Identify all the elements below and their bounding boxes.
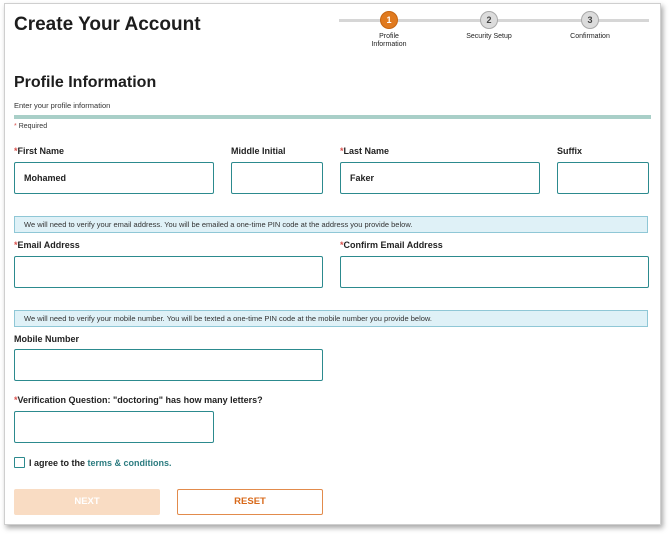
required-star: * — [14, 146, 18, 156]
mobile-verification-notice: We will need to verify your mobile number. You will be texted a one-time PIN code at the mobile number you provide below. — [14, 310, 648, 327]
confirm-email-label — [340, 240, 443, 250]
required-star: * — [14, 240, 18, 250]
terms-agreement — [29, 458, 172, 468]
confirm-email-field[interactable] — [340, 256, 649, 288]
page-title: Create Your Account — [14, 14, 201, 35]
step-1-label-line2: Information — [371, 41, 407, 48]
reset-button[interactable]: RESET — [177, 489, 323, 515]
email-label — [14, 240, 80, 250]
first-name-label-text: First Name — [17, 146, 65, 156]
last-name-label-text: Last Name — [343, 146, 390, 156]
middle-initial-label: Middle Initial — [231, 146, 286, 156]
mobile-field[interactable] — [14, 349, 323, 381]
verification-label-text: Verification Question: "doctoring" has how many letters? — [17, 395, 263, 405]
verification-label — [14, 395, 263, 405]
first-name-field[interactable] — [14, 162, 214, 194]
step-2-indicator: 2 — [480, 11, 498, 29]
section-divider — [14, 115, 651, 119]
required-note — [14, 123, 47, 130]
terms-agreement-text: I agree to the — [29, 458, 88, 468]
verification-answer-field[interactable] — [14, 411, 214, 443]
account-form-window — [4, 3, 661, 525]
step-2-label: Security Setup — [466, 33, 512, 40]
mobile-label: Mobile Number — [14, 334, 80, 344]
last-name-field[interactable] — [340, 162, 540, 194]
required-star: * — [14, 395, 18, 405]
middle-initial-field[interactable] — [231, 162, 323, 194]
email-verification-notice: We will need to verify your email address. You will be emailed a one-time PIN code at the address you provide below. — [14, 216, 648, 233]
required-star: * — [14, 123, 17, 130]
terms-checkbox[interactable] — [14, 457, 25, 468]
last-name-label — [340, 146, 389, 156]
next-button[interactable]: NEXT — [14, 489, 160, 515]
email-label-text: Email Address — [17, 240, 80, 250]
confirm-email-label-text: Confirm Email Address — [343, 240, 443, 250]
step-1-label — [354, 33, 424, 49]
required-note-text: Required — [18, 123, 48, 130]
suffix-label: Suffix — [557, 146, 583, 156]
section-subtitle: Enter your profile information — [14, 101, 111, 110]
suffix-field[interactable] — [557, 162, 649, 194]
required-star: * — [340, 146, 344, 156]
step-1-label-line1: Profile — [379, 33, 399, 40]
step-1-indicator: 1 — [380, 11, 398, 29]
email-field[interactable] — [14, 256, 323, 288]
step-3-indicator: 3 — [581, 11, 599, 29]
step-3-label: Confirmation — [570, 33, 610, 40]
first-name-label — [14, 146, 64, 156]
section-title: Profile Information — [14, 74, 157, 91]
required-star: * — [340, 240, 344, 250]
terms-link[interactable]: terms & conditions. — [87, 458, 172, 468]
